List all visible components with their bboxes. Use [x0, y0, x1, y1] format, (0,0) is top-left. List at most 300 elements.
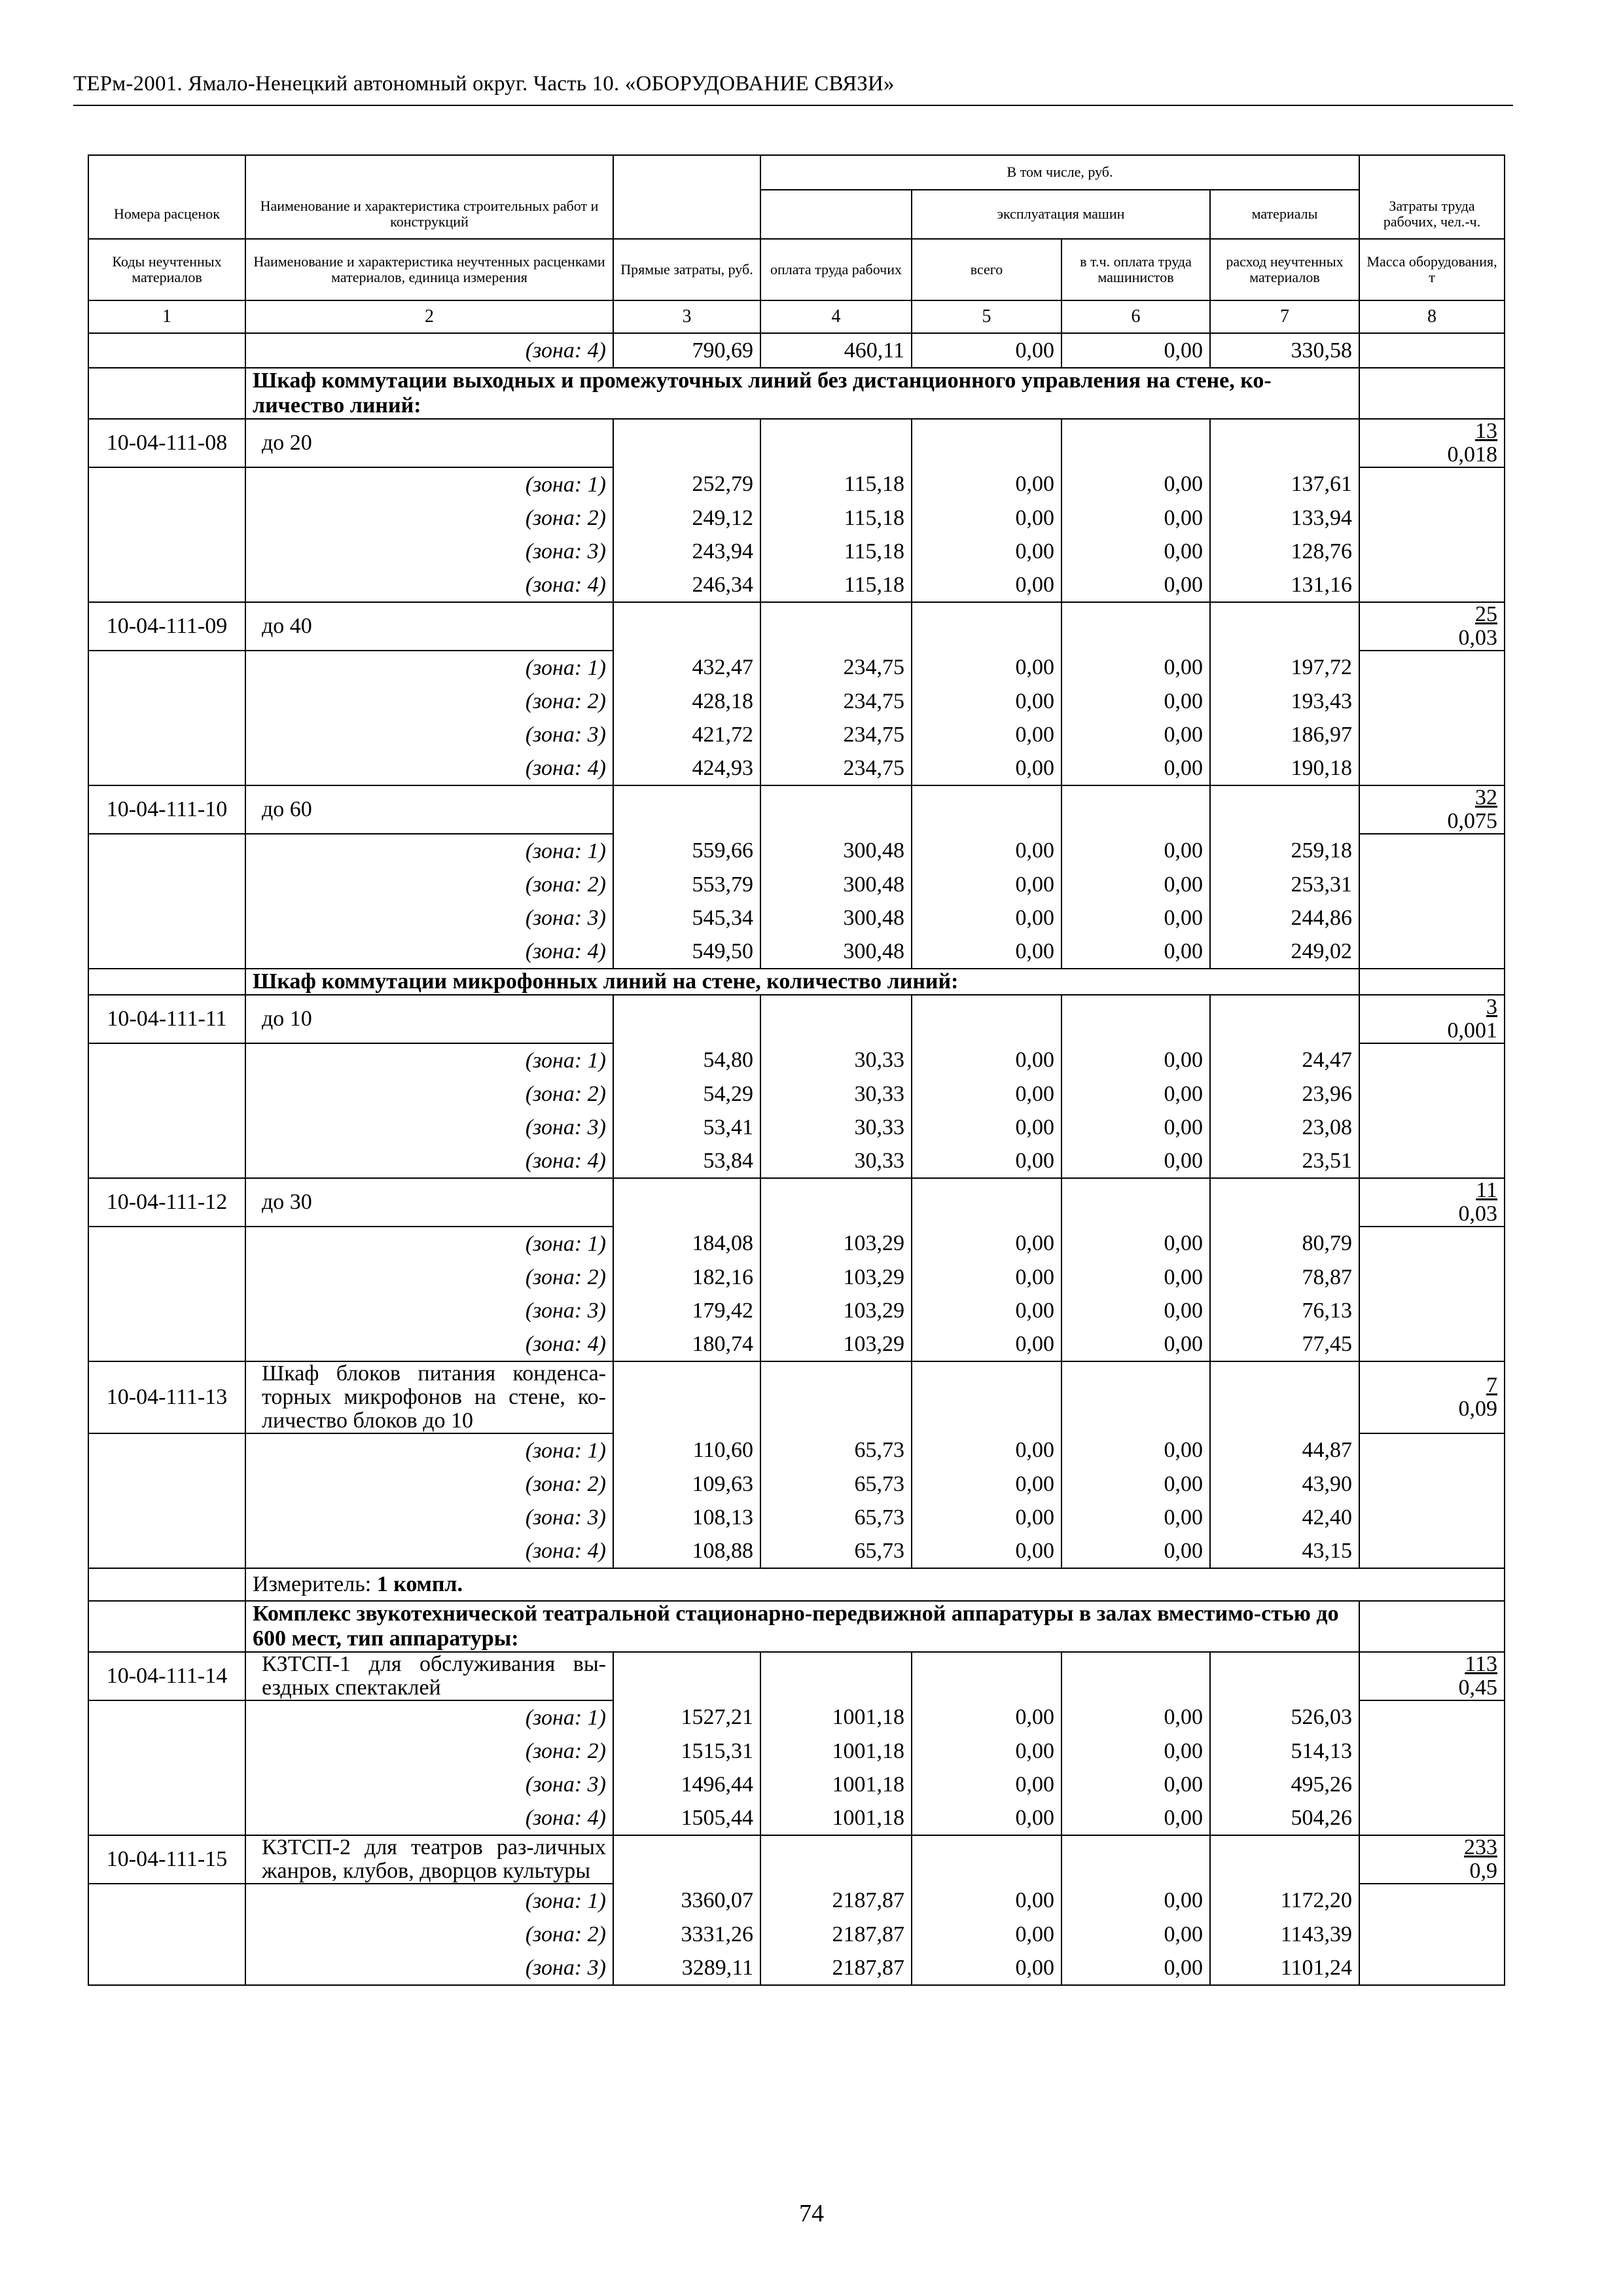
direct-costs-value: 249,12: [613, 501, 760, 535]
machinists-pay-value: 0,00: [1061, 1700, 1210, 1734]
zone-label: (зона: 1): [245, 1700, 613, 1734]
machinists-pay-value: 0,00: [1061, 333, 1210, 368]
machinists-pay-value: 0,00: [1061, 1294, 1210, 1327]
machinists-pay-value: 0,00: [1061, 1801, 1210, 1835]
equipment-mass: 0,075: [1447, 809, 1498, 833]
materials-value: 23,96: [1210, 1077, 1359, 1111]
header-row-3: [88, 239, 1505, 300]
materials-value: 78,87: [1210, 1261, 1359, 1294]
materials-value: 253,31: [1210, 868, 1359, 901]
labor-pay-value: 115,18: [760, 568, 912, 602]
labor-pay-value: 103,29: [760, 1261, 912, 1294]
machines-total-value: 0,00: [912, 901, 1061, 935]
zone-row: [88, 1884, 1505, 1918]
zone-label: (зона: 3): [245, 1501, 613, 1534]
zone-row: [88, 1501, 1505, 1534]
machinists-pay-value: 0,00: [1061, 467, 1210, 501]
labor-pay-value: 234,75: [760, 751, 912, 785]
zone-label: (зона: 2): [245, 1467, 613, 1501]
section-heading-row: [88, 1601, 1505, 1652]
rate-name: до 10: [245, 995, 613, 1043]
machines-total-value: 0,00: [912, 1111, 1061, 1144]
rate-code: 10-04-111-15: [88, 1835, 245, 1884]
labor-pay-value: 65,73: [760, 1433, 912, 1467]
header-machines-total: всего: [912, 239, 1061, 300]
header-including: В том числе, руб.: [760, 155, 1359, 190]
materials-value: 526,03: [1210, 1700, 1359, 1734]
labor-hours: 13: [1475, 419, 1498, 443]
zone-row: [88, 1768, 1505, 1801]
direct-costs-value: 108,13: [613, 1501, 760, 1534]
machines-total-value: 0,00: [912, 535, 1061, 568]
rate-code: 10-04-111-13: [88, 1361, 245, 1433]
machinists-pay-value: 0,00: [1061, 868, 1210, 901]
rate-name: КЗТСП-1 для обслуживания вы-ездных спектаклей: [245, 1652, 613, 1700]
machines-total-value: 0,00: [912, 1294, 1061, 1327]
zone-row: [88, 1077, 1505, 1111]
labor-pay-value: 300,48: [760, 935, 912, 969]
zone-row: [88, 1534, 1505, 1568]
column-number: 3: [613, 300, 760, 333]
machinists-pay-value: 0,00: [1061, 1951, 1210, 1985]
machines-total-value: 0,00: [912, 467, 1061, 501]
labor-pay-value: 65,73: [760, 1501, 912, 1534]
zone-label: (зона: 3): [245, 901, 613, 935]
direct-costs-value: 545,34: [613, 901, 760, 935]
direct-costs-value: 3289,11: [613, 1951, 760, 1985]
machinists-pay-value: 0,00: [1061, 1884, 1210, 1918]
labor-mass-fraction: [1359, 785, 1505, 834]
column-number: 8: [1359, 300, 1505, 333]
materials-value: 244,86: [1210, 901, 1359, 935]
zone-label: (зона: 2): [245, 1077, 613, 1111]
header-machinists-pay: в т.ч. оплата труда машинистов: [1061, 239, 1210, 300]
equipment-mass: 0,03: [1458, 626, 1498, 650]
machines-total-value: 0,00: [912, 1501, 1061, 1534]
equipment-mass: 0,018: [1447, 442, 1498, 467]
rate-item-row: [88, 1835, 1505, 1884]
labor-mass-fraction: [1359, 419, 1505, 467]
machines-total-value: 0,00: [912, 685, 1061, 718]
zone-label: (зона: 2): [245, 501, 613, 535]
labor-mass-fraction: [1359, 1361, 1505, 1433]
header-materials: материалы: [1210, 190, 1359, 239]
labor-pay-value: 2187,87: [760, 1918, 912, 1951]
materials-value: 43,15: [1210, 1534, 1359, 1568]
zone-label: (зона: 4): [245, 1327, 613, 1361]
labor-pay-value: 1001,18: [760, 1801, 912, 1835]
machinists-pay-value: 0,00: [1061, 1467, 1210, 1501]
labor-hours: 7: [1486, 1373, 1498, 1397]
rate-item-row: [88, 995, 1505, 1043]
section-heading-row: [88, 969, 1505, 995]
materials-value: 24,47: [1210, 1043, 1359, 1077]
labor-mass-fraction: [1359, 602, 1505, 651]
materials-value: 495,26: [1210, 1768, 1359, 1801]
materials-value: 249,02: [1210, 935, 1359, 969]
labor-pay-value: 460,11: [760, 333, 912, 368]
zone-row: [88, 868, 1505, 901]
machines-total-value: 0,00: [912, 935, 1061, 969]
machinists-pay-value: 0,00: [1061, 1501, 1210, 1534]
rate-item-row: [88, 602, 1505, 651]
zone-row: [88, 1918, 1505, 1951]
header-direct-costs: Прямые затраты, руб.: [613, 239, 760, 300]
labor-pay-value: 103,29: [760, 1227, 912, 1261]
zone-row: [88, 935, 1505, 969]
direct-costs-value: 424,93: [613, 751, 760, 785]
page-number: 74: [799, 2200, 824, 2227]
labor-hours: 113: [1465, 1652, 1498, 1676]
machines-total-value: 0,00: [912, 1467, 1061, 1501]
zone-label: (зона: 1): [245, 834, 613, 868]
zone-row: [88, 1433, 1505, 1467]
labor-pay-value: 115,18: [760, 535, 912, 568]
machines-total-value: 0,00: [912, 651, 1061, 685]
column-number: 6: [1061, 300, 1210, 333]
direct-costs-value: 252,79: [613, 467, 760, 501]
rate-item-row: [88, 1178, 1505, 1227]
direct-costs-value: 421,72: [613, 718, 760, 751]
materials-value: 259,18: [1210, 834, 1359, 868]
materials-value: 131,16: [1210, 568, 1359, 602]
machinists-pay-value: 0,00: [1061, 718, 1210, 751]
rate-code: 10-04-111-08: [88, 419, 245, 467]
header-material-name: Наименование и характеристика неучтенных расценками материалов, единица измерения: [245, 239, 613, 300]
machines-total-value: 0,00: [912, 1768, 1061, 1801]
labor-pay-value: 30,33: [760, 1077, 912, 1111]
direct-costs-value: 1496,44: [613, 1768, 760, 1801]
header-rate-number: Номера расценок: [88, 190, 245, 239]
machinists-pay-value: 0,00: [1061, 1534, 1210, 1568]
equipment-mass: 0,45: [1458, 1676, 1498, 1700]
machines-total-value: 0,00: [912, 1700, 1061, 1734]
machines-total-value: 0,00: [912, 1077, 1061, 1111]
zone-row: [88, 1043, 1505, 1077]
equipment-mass: 0,03: [1458, 1202, 1498, 1226]
labor-mass-fraction: [1359, 995, 1505, 1043]
direct-costs-value: 559,66: [613, 834, 760, 868]
direct-costs-value: 428,18: [613, 685, 760, 718]
direct-costs-value: 109,63: [613, 1467, 760, 1501]
materials-value: 193,43: [1210, 685, 1359, 718]
zone-row: [88, 1294, 1505, 1327]
direct-costs-value: 180,74: [613, 1327, 760, 1361]
labor-pay-value: 300,48: [760, 901, 912, 935]
header-row-1: [88, 155, 1505, 190]
machines-total-value: 0,00: [912, 718, 1061, 751]
machinists-pay-value: 0,00: [1061, 1111, 1210, 1144]
section-heading: Шкаф коммутации выходных и промежуточных линий без дистанционного управления на стене, ко-личество линий:: [245, 368, 1359, 419]
materials-value: 128,76: [1210, 535, 1359, 568]
machinists-pay-value: 0,00: [1061, 1227, 1210, 1261]
direct-costs-value: 1505,44: [613, 1801, 760, 1835]
materials-value: 197,72: [1210, 651, 1359, 685]
labor-pay-value: 234,75: [760, 718, 912, 751]
zone-label: (зона: 3): [245, 1768, 613, 1801]
machinists-pay-value: 0,00: [1061, 1043, 1210, 1077]
materials-value: 330,58: [1210, 333, 1359, 368]
labor-pay-value: 103,29: [760, 1294, 912, 1327]
materials-value: 23,08: [1210, 1111, 1359, 1144]
direct-costs-value: 553,79: [613, 868, 760, 901]
machines-total-value: 0,00: [912, 868, 1061, 901]
zone-row: [88, 1700, 1505, 1734]
labor-hours: 233: [1464, 1835, 1498, 1859]
labor-pay-value: 234,75: [760, 685, 912, 718]
direct-costs-value: 549,50: [613, 935, 760, 969]
materials-value: 137,61: [1210, 467, 1359, 501]
rate-name: КЗТСП-2 для театров раз-личных жанров, клубов, дворцов культуры: [245, 1835, 613, 1884]
zone-row: [88, 1951, 1505, 1985]
machines-total-value: 0,00: [912, 1327, 1061, 1361]
rate-item-row: [88, 419, 1505, 467]
materials-value: 1143,39: [1210, 1918, 1359, 1951]
machinists-pay-value: 0,00: [1061, 501, 1210, 535]
header-row-2: [88, 190, 1505, 239]
materials-value: 76,13: [1210, 1294, 1359, 1327]
labor-pay-value: 2187,87: [760, 1951, 912, 1985]
header-unaccounted-materials: расход неучтенных материалов: [1210, 239, 1359, 300]
rate-name: до 40: [245, 602, 613, 651]
zone-label: (зона: 1): [245, 651, 613, 685]
machines-total-value: 0,00: [912, 1884, 1061, 1918]
zone-label: (зона: 4): [245, 1144, 613, 1178]
labor-hours: 25: [1475, 602, 1498, 626]
column-number: 2: [245, 300, 613, 333]
labor-pay-value: 115,18: [760, 467, 912, 501]
labor-pay-value: 103,29: [760, 1327, 912, 1361]
rate-name: до 60: [245, 785, 613, 834]
direct-costs-value: 790,69: [613, 333, 760, 368]
machines-total-value: 0,00: [912, 333, 1061, 368]
zone-label: (зона: 2): [245, 1918, 613, 1951]
zone-label: (зона: 1): [245, 467, 613, 501]
zone-label: (зона: 1): [245, 1043, 613, 1077]
labor-pay-value: 300,48: [760, 834, 912, 868]
zone-label: (зона: 1): [245, 1884, 613, 1918]
materials-value: 77,45: [1210, 1327, 1359, 1361]
measure-row: [88, 1568, 1505, 1601]
direct-costs-value: 53,41: [613, 1111, 760, 1144]
zone-label: (зона: 2): [245, 685, 613, 718]
column-number: 5: [912, 300, 1061, 333]
machinists-pay-value: 0,00: [1061, 834, 1210, 868]
machines-total-value: 0,00: [912, 1433, 1061, 1467]
labor-pay-value: 234,75: [760, 651, 912, 685]
machinists-pay-value: 0,00: [1061, 1734, 1210, 1768]
machinists-pay-value: 0,00: [1061, 651, 1210, 685]
zone-row: [88, 568, 1505, 602]
zone-label: (зона: 3): [245, 1951, 613, 1985]
direct-costs-value: 1527,21: [613, 1700, 760, 1734]
rate-item-row: [88, 1361, 1505, 1433]
zone-label: (зона: 1): [245, 1227, 613, 1261]
zone-row: [88, 1327, 1505, 1361]
labor-mass-fraction: [1359, 1652, 1505, 1700]
zone-row: [88, 1467, 1505, 1501]
machinists-pay-value: 0,00: [1061, 1327, 1210, 1361]
machinists-pay-value: 0,00: [1061, 935, 1210, 969]
labor-pay-value: 30,33: [760, 1111, 912, 1144]
zone-row: [88, 718, 1505, 751]
labor-pay-value: 1001,18: [760, 1768, 912, 1801]
machines-total-value: 0,00: [912, 501, 1061, 535]
materials-value: 44,87: [1210, 1433, 1359, 1467]
materials-value: 514,13: [1210, 1734, 1359, 1768]
column-number: 7: [1210, 300, 1359, 333]
rate-code: 10-04-111-11: [88, 995, 245, 1043]
zone-label: (зона: 3): [245, 718, 613, 751]
header-rule: [73, 105, 1513, 106]
zone-label: (зона: 2): [245, 868, 613, 901]
section-heading: Шкаф коммутации микрофонных линий на стене, количество линий:: [245, 969, 1359, 995]
zone-label: (зона: 4): [245, 568, 613, 602]
zone-label: (зона: 4): [245, 333, 613, 368]
zone-row: [88, 751, 1505, 785]
machines-total-value: 0,00: [912, 568, 1061, 602]
materials-value: 186,97: [1210, 718, 1359, 751]
zone-row: [88, 685, 1505, 718]
machines-total-value: 0,00: [912, 1227, 1061, 1261]
rate-code: 10-04-111-09: [88, 602, 245, 651]
header-material-codes: Коды неучтенных материалов: [88, 239, 245, 300]
column-number-row: [88, 300, 1505, 333]
direct-costs-value: 54,29: [613, 1077, 760, 1111]
materials-value: 133,94: [1210, 501, 1359, 535]
labor-mass-fraction: [1359, 1178, 1505, 1227]
header-labor-pay: оплата труда рабочих: [760, 239, 912, 300]
section-heading-row: [88, 368, 1505, 419]
direct-costs-value: 110,60: [613, 1433, 760, 1467]
section-heading: Комплекс звукотехнической театральной стационарно-передвижной аппаратуры в залах вместимо-стью до 600 мест, тип аппаратуры:: [245, 1601, 1359, 1652]
header-work-name: Наименование и характеристика строительных работ и конструкций: [245, 190, 613, 239]
machinists-pay-value: 0,00: [1061, 1144, 1210, 1178]
direct-costs-value: 179,42: [613, 1294, 760, 1327]
direct-costs-value: 3331,26: [613, 1918, 760, 1951]
machines-total-value: 0,00: [912, 834, 1061, 868]
machines-total-value: 0,00: [912, 1534, 1061, 1568]
machines-total-value: 0,00: [912, 1144, 1061, 1178]
materials-value: 23,51: [1210, 1144, 1359, 1178]
direct-costs-value: 432,47: [613, 651, 760, 685]
rate-code: 10-04-111-12: [88, 1178, 245, 1227]
zone-row: [88, 501, 1505, 535]
materials-value: 42,40: [1210, 1501, 1359, 1534]
zone-row: [88, 1227, 1505, 1261]
zone-label: (зона: 3): [245, 535, 613, 568]
zone-label: (зона: 3): [245, 1294, 613, 1327]
zone-row: [88, 535, 1505, 568]
rate-name: до 20: [245, 419, 613, 467]
zone-row: [88, 1144, 1505, 1178]
zone-label: (зона: 1): [245, 1433, 613, 1467]
zone-label: (зона: 4): [245, 1534, 613, 1568]
machinists-pay-value: 0,00: [1061, 1077, 1210, 1111]
machines-total-value: 0,00: [912, 1951, 1061, 1985]
materials-value: 190,18: [1210, 751, 1359, 785]
direct-costs-value: 182,16: [613, 1261, 760, 1294]
direct-costs-value: 1515,31: [613, 1734, 760, 1768]
rate-code: 10-04-111-14: [88, 1652, 245, 1700]
machines-total-value: 0,00: [912, 1261, 1061, 1294]
machinists-pay-value: 0,00: [1061, 901, 1210, 935]
machines-total-value: 0,00: [912, 1801, 1061, 1835]
zone-row: [88, 651, 1505, 685]
materials-value: 1101,24: [1210, 1951, 1359, 1985]
price-table: [88, 154, 1505, 1986]
zone-row: [88, 1261, 1505, 1294]
labor-pay-value: 2187,87: [760, 1884, 912, 1918]
rate-item-row: [88, 1652, 1505, 1700]
labor-pay-value: 65,73: [760, 1467, 912, 1501]
measure-unit: Измеритель: 1 компл.: [245, 1568, 1505, 1601]
direct-costs-value: 53,84: [613, 1144, 760, 1178]
zone-row: [88, 901, 1505, 935]
rate-name: Шкаф блоков питания конденса-торных микрофонов на стене, ко-личество блоков до 10: [245, 1361, 613, 1433]
direct-costs-value: 184,08: [613, 1227, 760, 1261]
carry-over-row: [88, 333, 1505, 368]
labor-pay-value: 1001,18: [760, 1700, 912, 1734]
direct-costs-value: 3360,07: [613, 1884, 760, 1918]
rate-item-row: [88, 785, 1505, 834]
materials-value: 43,90: [1210, 1467, 1359, 1501]
zone-label: (зона: 4): [245, 935, 613, 969]
labor-mass-fraction: [1359, 1835, 1505, 1884]
equipment-mass: 0,09: [1458, 1397, 1498, 1421]
running-header: ТЕРм-2001. Ямало-Ненецкий автономный округ. Часть 10. «ОБОРУДОВАНИЕ СВЯЗИ»: [73, 72, 895, 96]
materials-value: 1172,20: [1210, 1884, 1359, 1918]
zone-row: [88, 834, 1505, 868]
machines-total-value: 0,00: [912, 1918, 1061, 1951]
machines-total-value: 0,00: [912, 751, 1061, 785]
zone-label: (зона: 2): [245, 1261, 613, 1294]
machinists-pay-value: 0,00: [1061, 568, 1210, 602]
labor-pay-value: 1001,18: [760, 1734, 912, 1768]
zone-label: (зона: 3): [245, 1111, 613, 1144]
machinists-pay-value: 0,00: [1061, 751, 1210, 785]
machines-total-value: 0,00: [912, 1734, 1061, 1768]
zone-label: (зона: 2): [245, 1734, 613, 1768]
equipment-mass: 0,9: [1469, 1859, 1498, 1883]
header-labor-cost: Затраты труда рабочих, чел.-ч.: [1359, 190, 1505, 239]
zone-label: (зона: 4): [245, 1801, 613, 1835]
zone-row: [88, 1801, 1505, 1835]
direct-costs-value: 108,88: [613, 1534, 760, 1568]
machinists-pay-value: 0,00: [1061, 535, 1210, 568]
labor-hours: 3: [1486, 995, 1498, 1019]
labor-pay-value: 30,33: [760, 1043, 912, 1077]
rate-name: до 30: [245, 1178, 613, 1227]
machines-total-value: 0,00: [912, 1043, 1061, 1077]
labor-pay-value: 115,18: [760, 501, 912, 535]
zone-row: [88, 1734, 1505, 1768]
machinists-pay-value: 0,00: [1061, 1768, 1210, 1801]
labor-pay-value: 30,33: [760, 1144, 912, 1178]
labor-pay-value: 300,48: [760, 868, 912, 901]
column-number: 1: [88, 300, 245, 333]
machinists-pay-value: 0,00: [1061, 1261, 1210, 1294]
rate-code: 10-04-111-10: [88, 785, 245, 834]
machinists-pay-value: 0,00: [1061, 1918, 1210, 1951]
materials-value: 504,26: [1210, 1801, 1359, 1835]
machinists-pay-value: 0,00: [1061, 685, 1210, 718]
header-machines: эксплуатация машин: [912, 190, 1210, 239]
labor-hours: 32: [1475, 785, 1498, 810]
direct-costs-value: 246,34: [613, 568, 760, 602]
machinists-pay-value: 0,00: [1061, 1433, 1210, 1467]
labor-hours: 11: [1476, 1178, 1498, 1202]
